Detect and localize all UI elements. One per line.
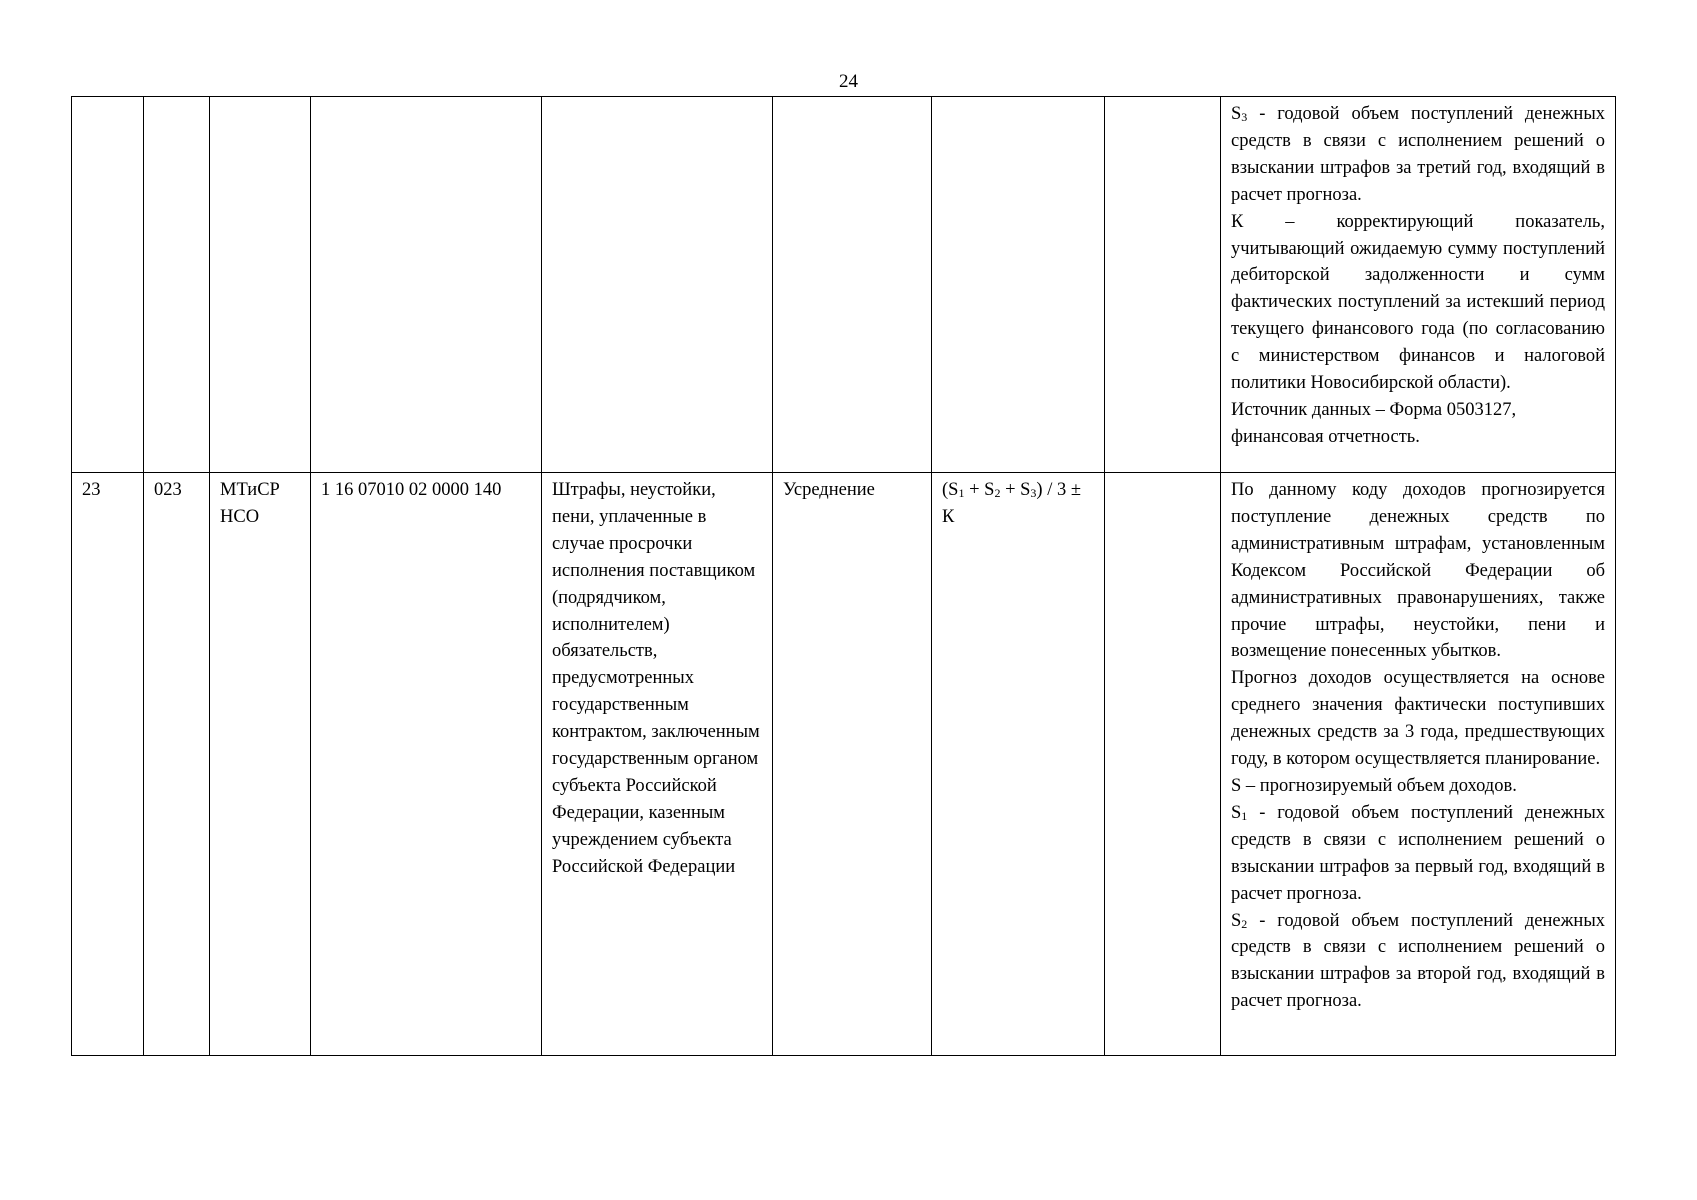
cell-kbk: 1 16 07010 02 0000 140 [311,473,542,1056]
cell-description [1221,473,1616,1056]
subscript-1: 1 [1241,808,1248,823]
revenue-forecast-table [71,96,1616,1056]
cell-row-number: 23 [72,473,144,1056]
subscript-2: 2 [1241,916,1248,931]
formula-tail: ) / 3 ± К [942,480,1082,527]
symbol-s: S [1231,104,1242,124]
cell-empty [932,97,1105,473]
cell-empty [773,97,932,473]
subscript-2: 2 [994,486,1001,500]
formula-open: (S [942,480,959,500]
formula-plus: + S [964,480,995,500]
cell-empty [311,97,542,473]
description-paragraph-5 [1231,908,1605,1016]
page-number: 24 [839,71,858,92]
description-source-paragraph: Источник данных – Форма 0503127, финансовая отчетность. [1231,399,1517,447]
symbol-s: S [1231,910,1242,931]
subscript-1: 1 [958,486,965,500]
subscript-3: 3 [1030,486,1037,500]
cell-formula [932,473,1105,1056]
symbol-s: S [1231,802,1242,823]
cell-empty [1105,97,1221,473]
description-paragraph-1: По данному коду доходов прогнозируется поступление денежных средств по административным штрафам, установленным Кодексом Российской Федерации об административных правонарушениях, также прочие штрафы, неустойки, пени и возмещение понесенных убытков. [1231,480,1605,662]
cell-code: 023 [144,473,210,1056]
formula-plus: + S [1000,480,1031,500]
description-paragraph-3: S – прогнозируемый объем доходов. [1231,775,1517,796]
cell-empty [144,97,210,473]
cell-empty [72,97,144,473]
cell-empty [542,97,773,473]
s3-definition: - годовой объем поступлений денежных средств в связи с исполнением решений о взыскании штрафов за третий год, входящий в расчет прогноза. [1231,104,1605,205]
cell-extra [1105,473,1221,1056]
table-row-continued [72,97,1616,473]
description-paragraph-2: Прогноз доходов осуществляется на основе среднего значения фактически поступивших денежных средств за 3 года, предшествующих году, в котором осуществляется планирование. [1231,668,1605,770]
cell-method: Усреднение [773,473,932,1056]
cell-description-continued [1221,97,1616,473]
description-k-paragraph: К – корректирующий показатель, учитывающий ожидаемую сумму поступлений дебиторской задолженности и сумм фактических поступлений за истекший период текущего финансового года (по согласованию с министерством финансов и налоговой политики Новосибирской области). [1231,211,1605,394]
description-s3-paragraph [1231,101,1605,209]
cell-empty [210,97,311,473]
cell-revenue-name: Штрафы, неустойки, пени, уплаченные в случае просрочки исполнения поставщиком (подрядчиком, исполнителем) обязательств, предусмотренных государственным контрактом, заключенным государственным органом субъекта Российской Федерации, казенным учреждением субъекта Российской Федерации [542,473,773,1056]
s1-definition: - годовой объем поступлений денежных средств в связи с исполнением решений о взыскании штрафов за первый год, входящий в расчет прогноза. [1231,802,1605,904]
cell-administrator: МТиСР НСО [210,473,311,1056]
subscript-3: 3 [1241,110,1248,124]
description-paragraph-4 [1231,800,1605,908]
s2-definition: - годовой объем поступлений денежных средств в связи с исполнением решений о взыскании штрафов за второй год, входящий в расчет прогноза. [1231,910,1605,1012]
table-row-23 [72,473,1616,1056]
